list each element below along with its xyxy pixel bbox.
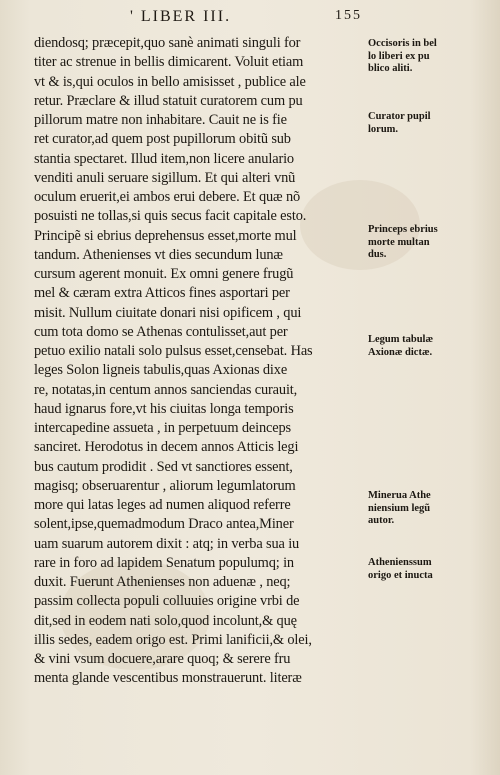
main-text-block [34,34,364,689]
text-line: petuo exilio natali solo pulsus esset,censebat. Has [34,343,313,359]
text-line: cursum agerent monuit. Ex omni genere frugũ [34,266,294,282]
text-line: rare in foro ad lapidem Senatum populumq; in [34,554,294,571]
text-line: retur. Præclare & illud statuit curatorem cum pu [34,92,303,109]
text-line: titer ac strenue in bellis dimicarent. Voluit etiam [34,54,304,71]
marginal-note-line: Curator pupil [368,111,431,122]
marginal-note-line: Occisoris in bel [368,38,437,49]
text-line: haud ignarus fore,vt his ciuitas longa temporis [34,400,294,417]
text-line: venditi anuli seruare sigillum. Et qui alteri vnũ [34,169,296,186]
marginal-note-line: Athenienssum [368,557,432,568]
marginal-note-princeps [368,224,468,262]
marginal-note-line: blico aliti. [368,63,413,74]
marginal-note-minerua [368,490,468,528]
marginal-note-occisoris [368,38,468,76]
running-title: ' LIBER III. [130,8,232,25]
text-line: diendosq; præcepit,quo sanè animati singuli for [34,35,301,51]
marginal-note-line: Legum tabulæ [368,334,434,345]
text-line: misit. Nullum ciuitate donari nisi opificem , qui [34,304,302,321]
text-line: passim collecta populi colluuies origine vrbi de [34,593,300,610]
marginal-note-curator [368,111,468,136]
text-line: dit,sed in eodem nati solo,quod incolunt,& quę [34,612,297,629]
text-line: ret curator,ad quem post pupillorum obitũ sub [34,131,291,148]
text-line: illis sedes, eadem origo est. Primi lanificii,& olei, [34,631,312,648]
page-number: 155 [335,8,362,23]
text-line: sanciret. Herodotus in decem annos Atticis legi [34,439,299,456]
marginal-note-line: Axionæ dictæ. [368,346,433,358]
marginal-note-line: lorum. [368,123,399,135]
text-line: vt & is,qui oculos in bello amisisset , publice ale [34,73,306,90]
text-line: re, notatas,in centum annos sanciendas curauit, [34,381,298,398]
marginal-note-line: origo et inucta [368,569,433,581]
marginal-note-legum-tabulae [368,334,468,359]
text-line: mel & cæram extra Atticos fines asportari per [34,285,290,302]
marginal-note-line: niensium legũ [368,502,431,514]
text-line: Principẽ si ebrius deprehensus esset,morte mul [34,227,297,244]
text-line: oculum eruerit,ei ambos erui debere. Et quæ nõ [34,189,301,205]
text-line: more qui latas leges ad numen aliquod referre [34,497,291,513]
marginal-note-line: dus. [368,249,387,260]
marginal-note-line: Princeps ebrius [368,224,438,235]
text-line: magisq; obseruarentur , aliorum legumlatorum [34,477,296,494]
text-line: duxit. Fuerunt Athenienses non aduenæ , neq; [34,574,291,590]
text-line: leges Solon ligneis tabulis,quas Axionas dixe [34,362,288,379]
text-line: posuisti ne tollas,si quis secus facit capitale esto. [34,208,307,225]
text-line: cum tota domo se Athenas contulisset,aut per [34,323,288,340]
text-line: solent,ipse,quemadmodum Draco antea,Miner [34,516,294,533]
text-line: bus cautum prodidit . Sed vt sanctiores essent, [34,458,293,475]
marginal-note-line: morte multan [368,236,430,248]
marginal-note-line: Minerua Athe [368,490,431,501]
marginal-note-athenienses [368,557,468,582]
text-line: intercapedine assueta , in perpetuum deinceps [34,420,291,436]
text-line: menta glande vescentibus monstrauerunt. literæ [34,670,302,687]
text-line: uam suarum autorem dixit : atq; in verba sua iu [34,535,300,552]
marginal-note-line: autor. [368,515,395,526]
text-line: & vini vsum docuere,arare quoq; & serere fru [34,651,291,667]
marginal-note-line: lo liberi ex pu [368,50,430,62]
text-line: stantia spectaret. Illud item,non licere anulario [34,150,294,167]
running-header [100,8,400,30]
text-line: pillorum matre non inhabitare. Cauit ne is fie [34,112,287,128]
text-line: tandum. Athenienses vt dies secundum lunæ [34,246,283,263]
